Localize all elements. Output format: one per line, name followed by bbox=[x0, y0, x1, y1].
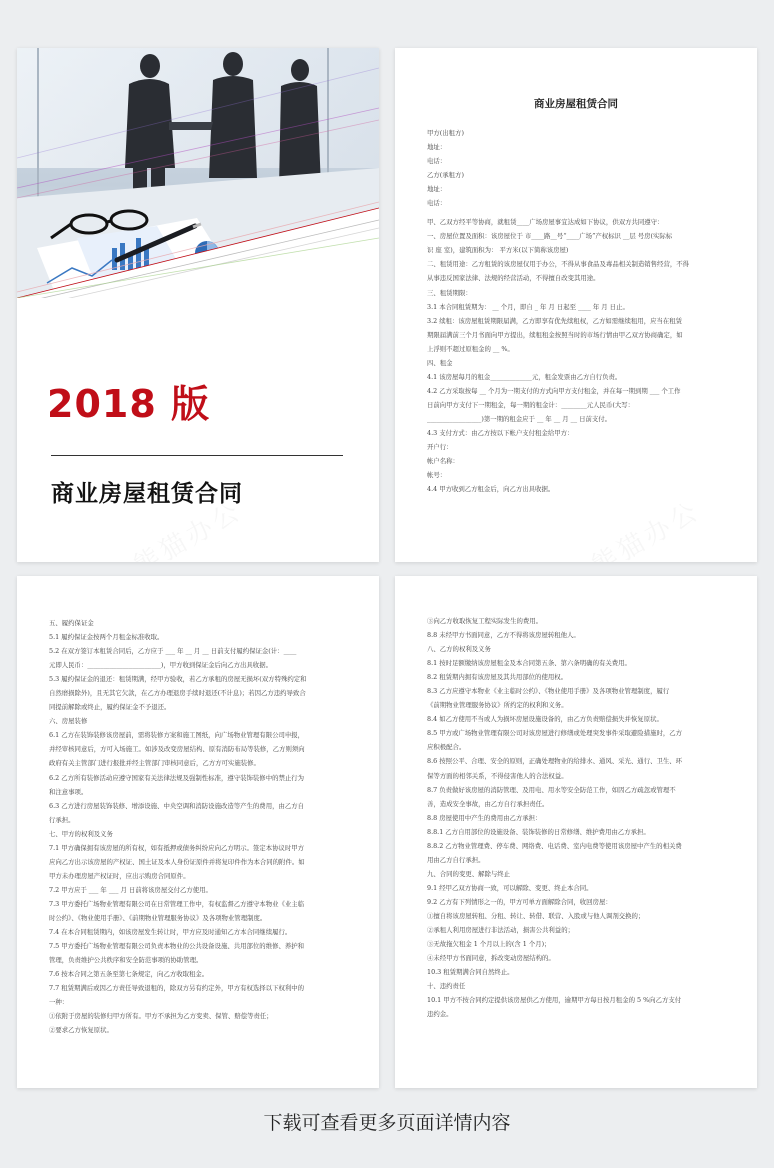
text-line: 帐户名称： bbox=[427, 457, 459, 466]
text-line: _________________)第一期的租金应于 __ 年 __ 月 __ 日前支付。 bbox=[427, 414, 612, 423]
text-line: 8.8 未经甲方书面同意，乙方不得将该房屋转租他人。 bbox=[427, 631, 580, 640]
text-line: 甲方未办理房屋产权证时，应出示购房合同原件。 bbox=[49, 871, 190, 880]
text-line: ①擅自将该房屋转租、分租、转让、转借、联营、入股或与他人调剂交换的； bbox=[427, 911, 645, 920]
text-line: 电话： bbox=[427, 157, 447, 166]
text-line: 政府有关主管部门进行报批并经主管部门审核同意后，乙方方可实施装修。 bbox=[49, 759, 260, 768]
text-line: 五、履约保证金 bbox=[49, 619, 94, 627]
text-line: 甲方(出租方) bbox=[427, 129, 464, 137]
text-line: 7.3 甲方委托广场物业管理有限公司在日常管理工作中，有权监督乙方遵守本物业《业主临 bbox=[49, 899, 305, 908]
text-line: 6.3 乙方进行房屋装饰装修、增添设施、中央空调和消防设施改造等产生的费用，由乙方自 bbox=[49, 801, 305, 810]
text-line: 8.8.2 乙方物业管理费、停车费、网络费、电话费、室内电费等使用该房屋中产生的相关费 bbox=[427, 841, 682, 850]
text-line: 10.3 租赁期满合同自然终止。 bbox=[427, 968, 514, 977]
text-line: 一、房屋位置及面积：该房屋位于 市____路__号“____广场”产权标识 __层 号房(实际标 bbox=[427, 232, 673, 241]
text-line: 7.7 租赁期满后或因乙方责任导致退租的，除双方另有约定外，甲方有权选择以下权利中的 bbox=[49, 984, 305, 993]
contract-text bbox=[49, 616, 349, 1037]
text-line: 9.1 经甲乙双方协商一致，可以解除、变更、终止本合同。 bbox=[427, 883, 593, 892]
text-line: 行承担。 bbox=[49, 815, 75, 824]
text-line: 8.5 甲方或广场物业管理有限公司对该房屋进行修缮或处理突发事件采取避险措施时，乙方 bbox=[427, 729, 683, 738]
text-line: 6.1 乙方在装饰装修该房屋前，需将装修方案和施工图纸，向广场物业管理有限公司申报， bbox=[49, 731, 305, 740]
text-line: 同提前解除或终止，履约保证金不予退还。 bbox=[49, 703, 171, 712]
text-line: 八、乙方的权利及义务 bbox=[427, 645, 491, 654]
text-line: 七、甲方的权利及义务 bbox=[49, 829, 113, 838]
text-line: 4.4 甲方收到乙方租金后，向乙方出具收据。 bbox=[427, 485, 555, 494]
text-line: 时公约》、《物业使用手册》、《前期物业管理服务协议》及各项物业管理制度。 bbox=[49, 913, 267, 922]
text-line: 3.2 续租：该房屋租赁期限届满，乙方即享有优先续租权，乙方如需继续租用，应当在租赁 bbox=[427, 316, 683, 325]
text-line: 8.7 负责做好该房屋的消防管理、及用电、用水等安全防范工作，如因乙方疏忽或管理不 bbox=[427, 785, 676, 794]
text-line: 九、合同的变更、解除与终止 bbox=[427, 869, 511, 878]
text-line: 六、房屋装修 bbox=[49, 717, 88, 726]
text-line: 和注意事项。 bbox=[49, 787, 88, 796]
text-line: 7.2 甲方应于 ___ 年 ___ 月 日前将该房屋交付乙方使用。 bbox=[49, 885, 212, 894]
text-line: 自然磨损除外)，且无其它欠款，在乙方办理退房手续时退还(不计息)；若因乙方违约导致合 bbox=[49, 689, 306, 698]
text-line: 管理，负责维护公共秩序和安全防范事项的协助管理。 bbox=[49, 956, 203, 965]
text-line: 5.3 履约保证金的退还：租赁期满，经甲方验收，若乙方承租的房屋无损坏(双方特殊约定和 bbox=[49, 675, 307, 684]
text-line: 应向乙方出示该房屋的产权证、国土证及本人身份证原件并将复印件作为本合同的附件。如 bbox=[49, 857, 305, 866]
cover-divider bbox=[51, 455, 343, 456]
text-line: 4.3 支付方式：由乙方按以下帐户支付租金给甲方： bbox=[427, 428, 574, 437]
text-line: 并经审核同意后，方可入场施工。如涉及改变房屋结构、原有消防布局等装修，乙方则须向 bbox=[49, 745, 305, 754]
text-line: 日前向甲方支付下一期租金，每一期的租金计：________元人民币(大写： bbox=[427, 400, 634, 409]
text-line: 《前期物业管理服务协议》所约定的权利和义务。 bbox=[427, 701, 568, 710]
text-line: 8.2 租赁期内拥有该房屋及其共用部位的使用权。 bbox=[427, 673, 568, 682]
text-line: 8.8.1 乙方自用部位的设施设备、装饰装修的日常修缮、维护费用由乙方承担。 bbox=[427, 827, 650, 836]
contract-page-4 bbox=[395, 576, 757, 1088]
text-line: 从事违反国家法律、法规的经营活动，不得擅自改变其用途。 bbox=[427, 274, 600, 283]
text-line: 识 座 室)，建筑面积为： 平方米(以下简称该房屋) bbox=[427, 246, 569, 255]
text-line: 违约金。 bbox=[427, 1010, 453, 1019]
text-line: 二、租赁用途：乙方租赁的该房屋仅用于办公，不得从事食品及毒品相关制造销售经营，不得 bbox=[427, 260, 690, 269]
text-line: 保等方面的相邻关系，不得侵害他人的合法权益。 bbox=[427, 771, 568, 780]
text-line: 应积极配合。 bbox=[427, 743, 466, 752]
contract-title: 商业房屋租赁合同 bbox=[534, 98, 618, 110]
text-line: ④未经甲方书面同意，拆改变动房屋结构的。 bbox=[427, 954, 555, 963]
cover-page bbox=[17, 48, 379, 562]
text-line: 一种： bbox=[49, 998, 69, 1007]
watermark bbox=[584, 490, 706, 562]
text-line: 地址： bbox=[427, 143, 447, 152]
text-line: ①依附于房屋的装修归甲方所有。甲方不承担为乙方变卖、保管、赔偿等责任； bbox=[49, 1012, 273, 1021]
text-line: 4.1 该房屋每月的租金_____________元，租金发票由乙方自行负责。 bbox=[427, 372, 622, 381]
text-line: 9.2 乙方有下列情形之一的，甲方可单方面解除合同，收回房屋： bbox=[427, 897, 612, 906]
text-line: 7.5 甲方委托广场物业管理有限公司负责本物业的公共设备设施、共用部位的维修、养护和 bbox=[49, 942, 305, 951]
text-line: 7.6 按本合同之第五条至第七条规定，向乙方收取租金。 bbox=[49, 970, 209, 979]
download-more-notice[interactable]: 下载可查看更多页面详情内容 bbox=[263, 1112, 511, 1134]
text-line: 用由乙方自行承担。 bbox=[427, 855, 485, 864]
text-line: 开户行： bbox=[427, 443, 453, 452]
text-line: 乙方(承租方) bbox=[427, 171, 464, 180]
text-line: 8.4 如乙方使用不当或人为损坏房屋设施设备的，由乙方负责赔偿损失并恢复原状。 bbox=[427, 715, 663, 724]
text-line: ③无故拖欠租金 1 个月以上的(含 1 个月)； bbox=[427, 940, 551, 949]
text-line: 甲、乙双方经平等协商，就租赁____广场房屋事宜达成如下协议，供双方共同遵守： bbox=[427, 218, 664, 227]
text-line: 8.1 按时足额缴纳该房屋租金及本合同第五条、第六条明确的有关费用。 bbox=[427, 659, 631, 668]
text-line: 8.6 按照公平、合理、安全的原则，正确处理物业的给排水、通风、采光、通行、卫生、环 bbox=[427, 757, 683, 766]
text-line: 4.2 乙方采取按每 __ 个月为一期支付的方式向甲方支付租金，并在每一期到期 ___ 个工作 bbox=[427, 386, 681, 395]
cover-title: 商业房屋租赁合同 bbox=[51, 481, 243, 507]
text-line: 十、违约责任 bbox=[427, 982, 466, 991]
text-line: 8.3 乙方应遵守本物业《业主临时公约》、《物业使用手册》及各项物业管理制度，履行 bbox=[427, 687, 670, 696]
text-line: 善，造成安全事故，由乙方自行承担责任。 bbox=[427, 799, 549, 808]
contract-text bbox=[427, 614, 727, 1021]
text-line: 6.2 乙方所有装修活动应遵守国家有关法律法规及强制性标准，遵守装饰装修中的禁止行为 bbox=[49, 773, 305, 782]
text-line: 5.2 在双方签订本租赁合同后，乙方应于 ___ 年 __ 月 __ 日前支付履约保证金(计：____ bbox=[49, 647, 297, 656]
text-line: 5.1 履约保证金按两个月租金标准收取。 bbox=[49, 633, 164, 642]
text-line: 3.1 本合同租赁期为： __ 个月，即自 _ 年 月 日起至 ____ 年 月 日止。 bbox=[427, 302, 629, 311]
text-line: 三、租赁期限： bbox=[427, 288, 472, 297]
text-line: ③向乙方收取恢复工程实际发生的费用。 bbox=[427, 617, 543, 625]
contract-page-3 bbox=[17, 576, 379, 1088]
text-line: 帐号： bbox=[427, 471, 447, 480]
text-line: 电话： bbox=[427, 199, 447, 208]
text-line: 7.1 甲方确保拥有该房屋的所有权，如有抵押或债务纠纷应向乙方明示。签定本协议时甲方 bbox=[49, 843, 305, 852]
text-line: 7.4 在本合同租赁期内，如该房屋发生转让时，甲方应及时通知乙方本合同继续履行。 bbox=[49, 928, 292, 937]
contract-text bbox=[427, 126, 727, 496]
text-line: 10.1 甲方不按合同约定提供该房屋供乙方使用，逾期甲方每日按月租金的 5 %向乙方支付 bbox=[427, 996, 682, 1005]
text-line: 8.8 房屋使用中产生的费用由乙方承担： bbox=[427, 813, 542, 822]
text-line: 元即人民币：_______________________)，甲方收到保证金后向乙方出具收据。 bbox=[49, 661, 272, 670]
text-line: ②要求乙方恢复原状。 bbox=[49, 1026, 113, 1035]
text-line: 上浮则不超过原租金的 __ %。 bbox=[427, 344, 514, 353]
business-handshake-photo bbox=[17, 48, 379, 298]
text-line: 期限届满前三个月书面向甲方提出，续租租金按照当时的市场行情由甲乙双方协商确定，如 bbox=[427, 330, 683, 339]
text-line: ②承租人利用房屋进行非法活动，损害公共利益的； bbox=[427, 926, 574, 935]
text-line: 四、租金 bbox=[427, 358, 453, 367]
contract-page-2 bbox=[395, 48, 757, 562]
edition-year: 2018 版 bbox=[47, 382, 210, 426]
text-line: 地址： bbox=[427, 185, 447, 194]
